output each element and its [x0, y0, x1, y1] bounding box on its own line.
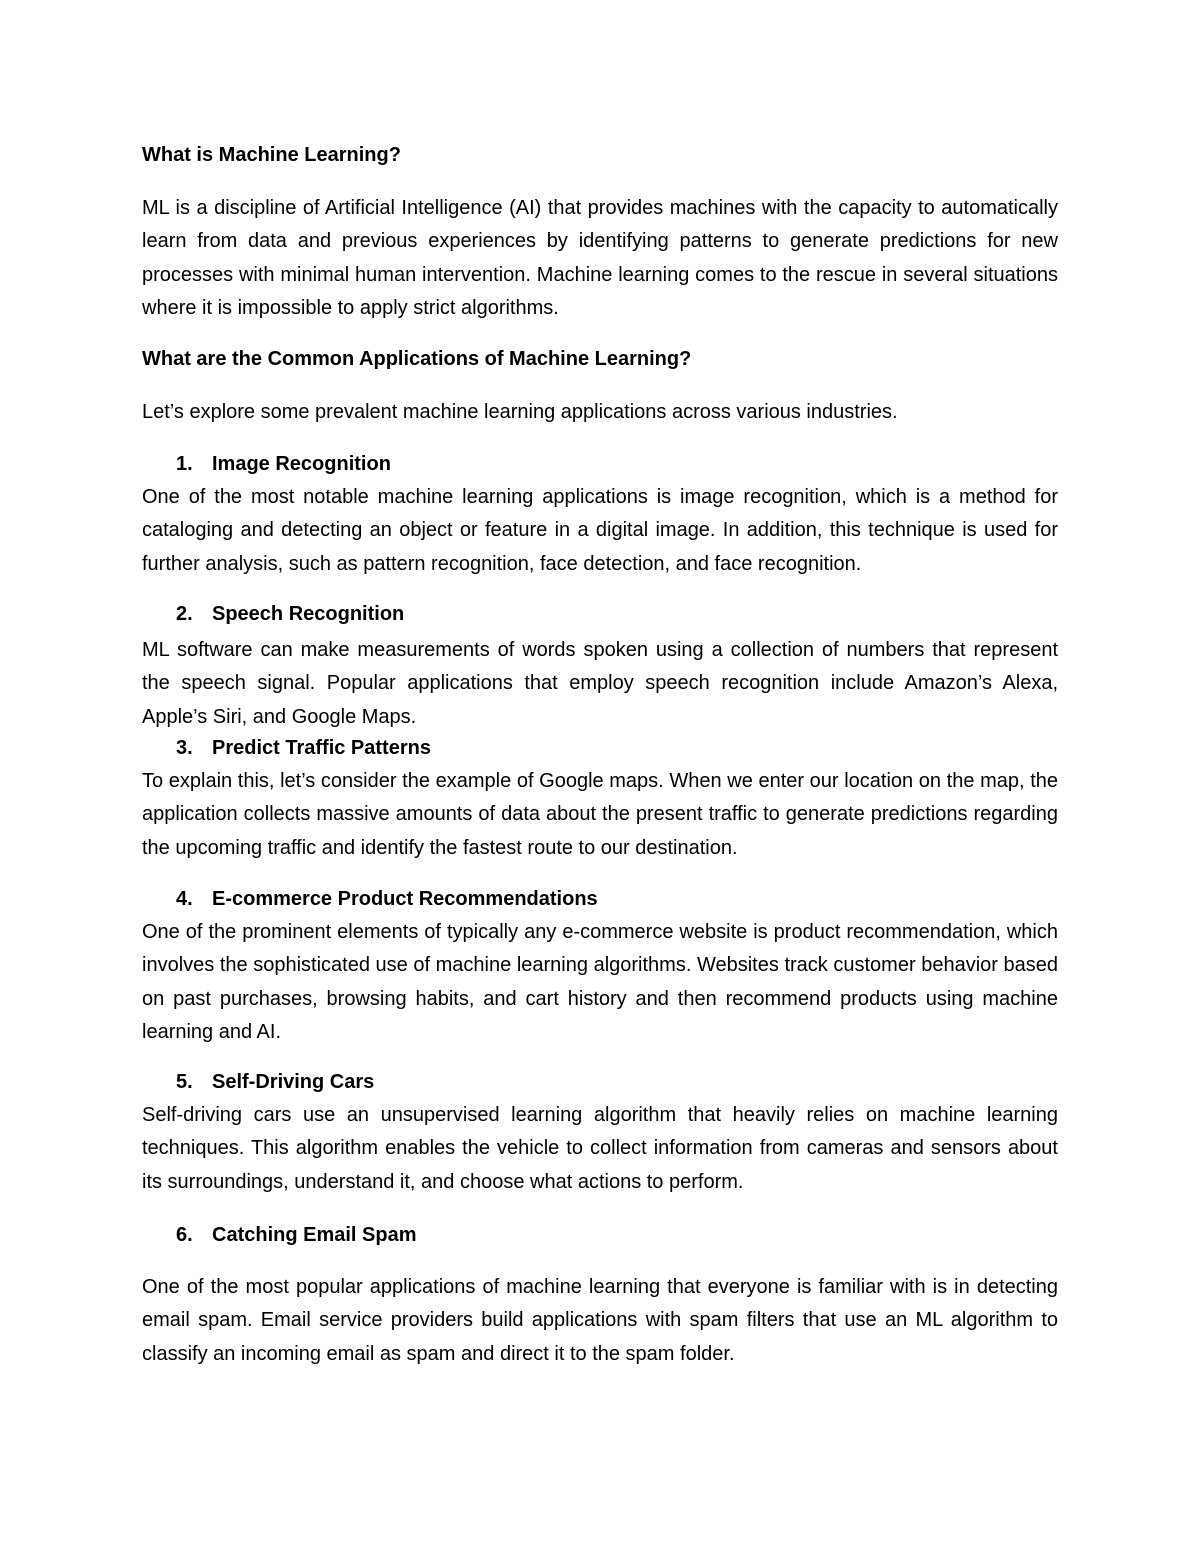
list-item-body-image-recognition: One of the most notable machine learning applications is image recognition, which is a method for cataloging and detecting an object or feature in a digital image. In addition, this technique is used for further analysis, such as pattern recognition, face detection, and face recognition. [142, 486, 1058, 575]
list-item-heading-image-recognition [176, 448, 391, 481]
list-item-body-speech-recognition: ML software can make measurements of words spoken using a collection of numbers that represent the speech signal. Popular applications that employ speech recognition include Amazon’s Alexa, Apple’s Siri, and Google Maps. [142, 639, 1058, 728]
list-item-body-self-driving: Self-driving cars use an unsupervised learning algorithm that heavily relies on machine learning techniques. This algorithm enables the vehicle to collect information from cameras and sensors about its surroundings, understand it, and choose what actions to perform. [142, 1104, 1058, 1193]
list-item-title: E-commerce Product Recommendations [212, 888, 598, 910]
list-item-heading-email-spam [176, 1219, 417, 1252]
section-heading-applications: What are the Common Applications of Machine Learning? [142, 348, 692, 370]
list-item-heading-self-driving [176, 1066, 374, 1099]
section-heading-what-is-ml: What is Machine Learning? [142, 144, 401, 166]
list-item-title: Image Recognition [212, 453, 391, 475]
section-paragraph-what-is-ml: ML is a discipline of Artificial Intelligence (AI) that provides machines with the capacity to automatically learn from data and previous experiences by identifying patterns to generate predictions for new processes with minimal human intervention. Machine learning comes to the rescue in several situations where it is impossible to apply strict algorithms. [142, 197, 1058, 319]
list-item-number: 4. [176, 888, 193, 910]
list-item-heading-speech-recognition [176, 598, 404, 631]
list-item-number: 1. [176, 453, 193, 475]
list-item-body-email-spam: One of the most popular applications of machine learning that everyone is familiar with is in detecting email spam. Email service providers build applications with spam filters that use an ML algorithm to classify an incoming email as spam and direct it to the spam folder. [142, 1276, 1058, 1365]
list-item-body-ecommerce: One of the prominent elements of typically any e-commerce website is product recommendation, which involves the sophisticated use of machine learning algorithms. Websites track customer behavior based on past purchases, browsing habits, and cart history and then recommend products using machine learning and AI. [142, 921, 1058, 1043]
list-item-title: Catching Email Spam [212, 1224, 417, 1246]
list-item-title: Predict Traffic Patterns [212, 737, 431, 759]
section-intro-applications: Let’s explore some prevalent machine learning applications across various industries. [142, 401, 898, 423]
list-item-body-traffic-patterns: To explain this, let’s consider the example of Google maps. When we enter our location on the map, the application collects massive amounts of data about the present traffic to generate predictions regarding the upcoming traffic and identify the fastest route to our destination. [142, 770, 1058, 859]
list-item-title: Speech Recognition [212, 603, 405, 625]
list-item-heading-traffic-patterns [176, 732, 431, 765]
list-item-number: 6. [176, 1224, 193, 1246]
list-item-number: 5. [176, 1071, 193, 1093]
list-item-number: 2. [176, 603, 193, 625]
list-item-number: 3. [176, 737, 193, 759]
list-item-heading-ecommerce [176, 883, 598, 916]
list-item-title: Self-Driving Cars [212, 1071, 375, 1093]
